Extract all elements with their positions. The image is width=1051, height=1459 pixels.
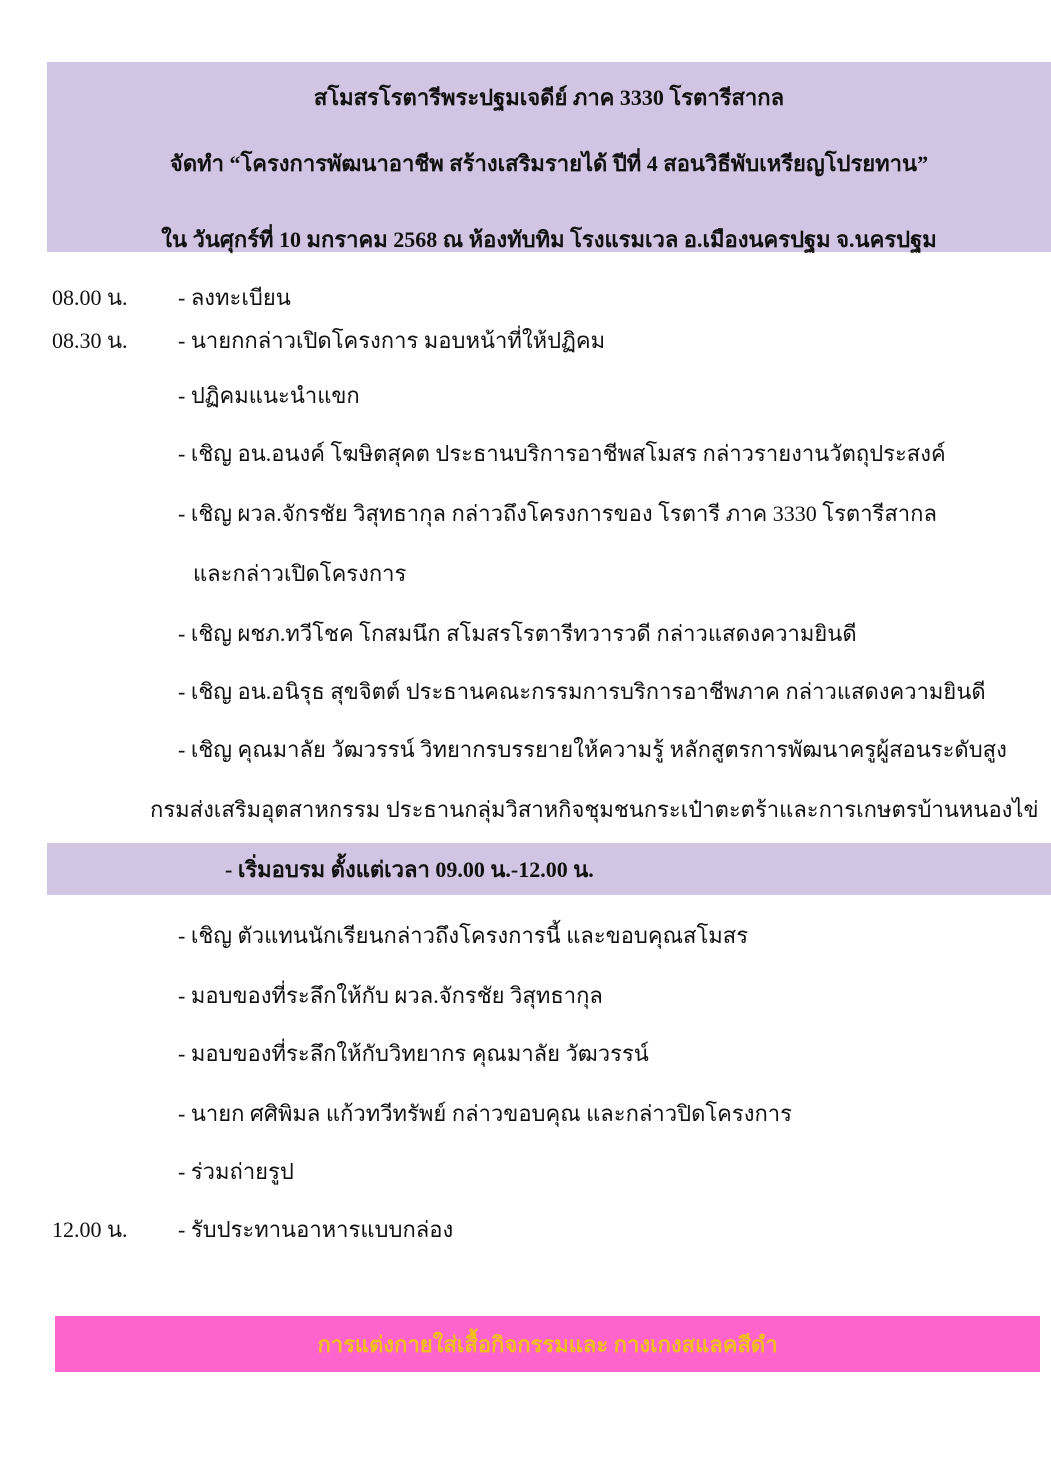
schedule-item-text: - เชิญ อน.อนิรุธ สุขจิตต์ ประธานคณะกรรมการบริการอาชีพภาค กล่าวแสดงความยินดี xyxy=(178,679,986,704)
schedule-row xyxy=(0,732,1051,766)
schedule-item-text: - เชิญ ผชภ.ทวีโชค โกสมนึก สโมสรโรตารีทวารวดี กล่าวแสดงความยินดี xyxy=(178,621,857,646)
schedule-row xyxy=(0,674,1051,708)
schedule-time: 08.00 น. xyxy=(52,285,128,310)
schedule-row xyxy=(0,918,1051,952)
schedule-row xyxy=(0,978,1051,1012)
schedule-row xyxy=(0,436,1051,470)
schedule-row xyxy=(0,378,1051,412)
schedule-row xyxy=(0,1212,1051,1246)
schedule-item-text: - เชิญ ผวล.จักรชัย วิสุทธากุล กล่าวถึงโครงการของ โรตารี ภาค 3330 โรตารีสากล xyxy=(178,501,937,526)
schedule-time: 08.30 น. xyxy=(52,328,128,353)
header-date-venue: ใน วันศุกร์ที่ 10 มกราคม 2568 ณ ห้องทับทิม โรงแรมเวล อ.เมืองนครปฐม จ.นครปฐม xyxy=(161,227,937,252)
schedule-item-text: - มอบของที่ระลึกให้กับ ผวล.จักรชัย วิสุทธากุล xyxy=(178,983,603,1008)
schedule-row-continuation xyxy=(0,792,1051,826)
schedule-item-text: และกล่าวเปิดโครงการ xyxy=(193,561,407,586)
dress-code-banner xyxy=(55,1316,1040,1372)
schedule-row xyxy=(0,323,1051,357)
schedule-item-text: - ร่วมถ่ายรูป xyxy=(178,1159,294,1184)
schedule-item-text: - เชิญ คุณมาลัย วัฒวรรน์ วิทยากรบรรยายให้ความรู้ หลักสูตรการพัฒนาครูผู้สอนระดับสูง xyxy=(178,737,1007,762)
schedule-item-text: - นายก ศศิพิมล แก้วทวีทรัพย์ กล่าวขอบคุณ และกล่าวปิดโครงการ xyxy=(178,1101,792,1126)
schedule-row xyxy=(0,616,1051,650)
training-session-text: - เริ่มอบรม ตั้งแต่เวลา 09.00 น.-12.00 น. xyxy=(225,857,594,882)
schedule-time: 12.00 น. xyxy=(52,1217,128,1242)
schedule-item-text: - ปฏิคมแนะนำแขก xyxy=(178,383,360,408)
schedule-item-text: - มอบของที่ระลึกให้กับวิทยากร คุณมาลัย วัฒวรรน์ xyxy=(178,1041,649,1066)
header-project-name: จัดทำ “โครงการพัฒนาอาชีพ สร้างเสริมรายได้ ปีที่ 4 สอนวิธีพับเหรียญโปรยทาน” xyxy=(169,151,929,176)
schedule-row xyxy=(0,1154,1051,1188)
schedule-item-text: - ลงทะเบียน xyxy=(178,285,291,310)
schedule-row xyxy=(0,496,1051,530)
schedule-item-text: - เชิญ อน.อนงค์ โฆษิตสุคต ประธานบริการอาชีพสโมสร กล่าวรายงานวัตถุประสงค์ xyxy=(178,441,946,466)
schedule-row xyxy=(0,1096,1051,1130)
schedule-row xyxy=(0,280,1051,314)
schedule-item-text: - นายกกล่าวเปิดโครงการ มอบหน้าที่ให้ปฏิคม xyxy=(178,328,606,353)
schedule-row xyxy=(0,1036,1051,1070)
dress-code-text: การแต่งกายใส่เสื้อกิจกรรมและ กางเกงสแลคสีดำ xyxy=(317,1331,778,1357)
header-title: สโมสรโรตารีพระปฐมเจดีย์ ภาค 3330 โรตารีสากล xyxy=(313,85,785,110)
schedule-row-continuation xyxy=(0,556,1051,590)
schedule-item-text: - เชิญ ตัวแทนนักเรียนกล่าวถึงโครงการนี้ และขอบคุณสโมสร xyxy=(178,923,749,948)
schedule-item-text: - รับประทานอาหารแบบกล่อง xyxy=(178,1217,454,1242)
header-band xyxy=(47,62,1051,252)
schedule-item-text: กรมส่งเสริมอุตสาหกรรม ประธานกลุ่มวิสาหกิจชุมชนกระเป๋าตะตร้าและการเกษตรบ้านหนองไข่ xyxy=(150,797,1039,822)
highlighted-schedule-row xyxy=(47,843,1051,895)
